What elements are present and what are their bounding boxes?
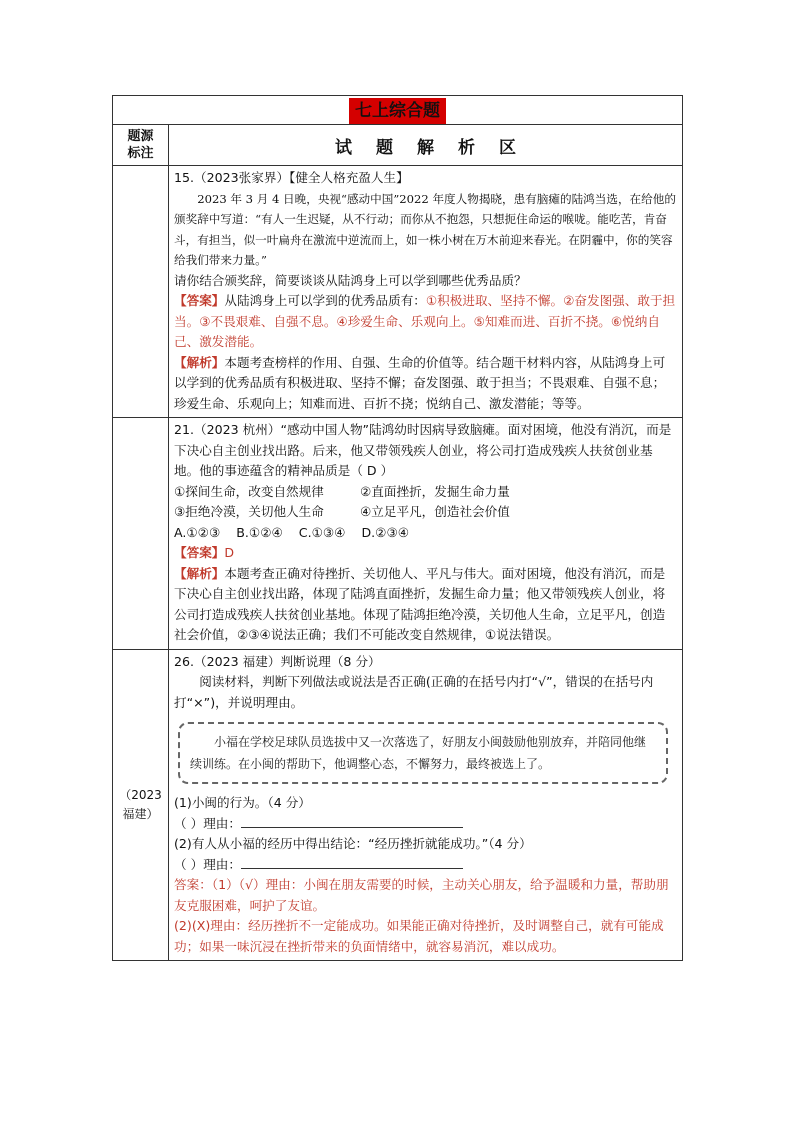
source-header-label: 题源 标注 <box>127 129 154 161</box>
question-26-reason2 <box>174 855 677 876</box>
analysis-tag: 【解析】 <box>174 354 225 370</box>
question-26-answer1: 答案：（1）（√）理由：小闽在朋友需要的时候，主动关心朋友，给予温暖和力量，帮助朋友克服困难，呵护了友谊。 <box>174 877 669 913</box>
question-15-prompt: 请你结合颁奖辞，简要谈谈从陆鸿身上可以学到哪些优秀品质？ <box>174 272 527 288</box>
question-26-stem: 26.（2023 福建）判断说理（8 分） <box>174 653 381 669</box>
answer-lead: 从陆鸿身上可以学到的优秀品质有： <box>224 293 426 308</box>
reason1-blank <box>241 814 463 828</box>
analysis-header-label: 试题解析区 <box>335 137 540 158</box>
analysis-column-header <box>169 125 683 166</box>
source-cell-q15 <box>113 166 169 418</box>
option-1: ①探间生命，改变自然规律 <box>174 483 324 499</box>
source-label-q26: （2023 福建） <box>119 787 162 821</box>
question-26-instruction: 阅读材料，判断下列做法或说法是否正确(正确的在括号内打“√”，错误的在括号内打“×”)，并说明理由。 <box>174 674 654 710</box>
question-table <box>112 95 683 961</box>
reason1-label: （ ）理由： <box>174 815 241 831</box>
question-21-cell <box>169 418 683 650</box>
question-15-answer <box>174 291 677 353</box>
question-26-cell <box>169 649 683 961</box>
source-column-header <box>113 125 169 166</box>
analysis-text: 本题考查榜样的作用、自强、生命的价值等。结合题干材料内容，从陆鸿身上可以学到的优秀品质有积极进取、坚持不懈；奋发图强、敢于担当；不畏艰难、自强不息；珍爱生命、乐观向上；知难而进、百折不挠；悦纳自己、激发潜能；等等。 <box>174 354 666 411</box>
analysis-tag: 【解析】 <box>174 565 225 581</box>
source-cell-q21 <box>113 418 169 650</box>
question-15-number: 15.（2023张家界）【健全人格充盈人生】 <box>174 170 409 185</box>
reason2-label: （ ）理由： <box>174 856 241 872</box>
reason2-blank <box>241 855 463 869</box>
question-21-stem: 21.（2023 杭州）“感动中国人物”陆鸿幼时因病导致脑瘫。面对困境，他没有消沉，而是下决心自主创业找出路。后来，他又带领残疾人创业，将公司打造成残疾人扶贫创业基地。他的事迹蕴含的精神品质是（ D ） <box>174 422 672 478</box>
answer-tag: 【答案】 <box>174 293 225 308</box>
option-4: ④立足平凡，创造社会价值 <box>360 504 510 519</box>
answer-body: ①积极进取、坚持不懈。②奋发图强、敢于担当。③不畏艰难、自强不息。④珍爱生命、乐观向上。⑤知难而进、百折不挠。⑥悦纳自己、激发潜能。 <box>174 293 676 349</box>
option-3: ③拒绝冷漠，关切他人生命 <box>174 504 324 519</box>
question-15-cell <box>169 166 683 418</box>
question-15-material: 2023 年 3 月 4 日晚，央视“感动中国”2022 年度人物揭晓，患有脑瘫的陆鸿当选，在给他的颁奖辞中写道：“有人一生迟疑，从不行动；而你从不抱怨，只想扼住命运的喉咙。能吃苦，肯奋斗，有担当，似一叶扁舟在激流中逆流而上，如一株小树在万木前迎来春光。在阴霾中，你的笑容给我们带来力量。” <box>174 191 676 267</box>
question-21-options-row2 <box>174 502 677 523</box>
answer-value: D <box>224 545 235 560</box>
analysis-text: 本题考查正确对待挫折、关切他人、平凡与伟大。面对困境，他没有消沉，而是下决心自主创业找出路，体现了陆鸿直面挫折，发掘生命力量；他又带领残疾人创业，将公司打造成残疾人扶贫创业基地。体现了陆鸿拒绝冷漠，关切他人生命，立足平凡，创造社会价值，②③④说法正确；我们不可能改变自然规律，①说法错误。 <box>174 565 666 642</box>
material-text: 小福在学校足球队员选拔中又一次落选了，好朋友小闽鼓励他别放弃，并陪同他继续训练。在小闽的帮助下，他调整心态，不懈努力，最终被选上了。 <box>190 735 647 771</box>
question-21-analysis <box>174 564 677 646</box>
answer2-text: (2)(X)理由：经历挫折不一定能成功。如果能正确对待挫折，及时调整自己，就有可能成功；如果一味沉浸在挫折带来的负面情绪中，就容易消沉，难以成功。 <box>174 918 664 954</box>
answer-tag: 【答案】 <box>174 545 225 560</box>
title-row <box>113 96 683 125</box>
option-2: ②直面挫折，发掘生命力量 <box>360 483 510 499</box>
source-cell-q26 <box>113 649 169 961</box>
question-15-analysis <box>174 353 677 415</box>
question-26-sub2: (2)有人从小福的经历中得出结论：“经历挫折就能成功。”（4 分） <box>174 836 532 851</box>
question-26-reason1 <box>174 814 677 835</box>
material-box <box>178 722 668 784</box>
question-21-options-row1 <box>174 482 677 503</box>
question-21-choices: A.①②③ B.①②④ C.①③④ D.②③④ <box>174 524 410 540</box>
question-26-sub1: (1)小闽的行为。（4 分） <box>174 795 311 810</box>
question-21-answer <box>174 543 677 564</box>
worksheet <box>112 95 682 961</box>
question-26-answer2 <box>174 916 677 957</box>
page-title: 七上综合题 <box>349 98 446 124</box>
